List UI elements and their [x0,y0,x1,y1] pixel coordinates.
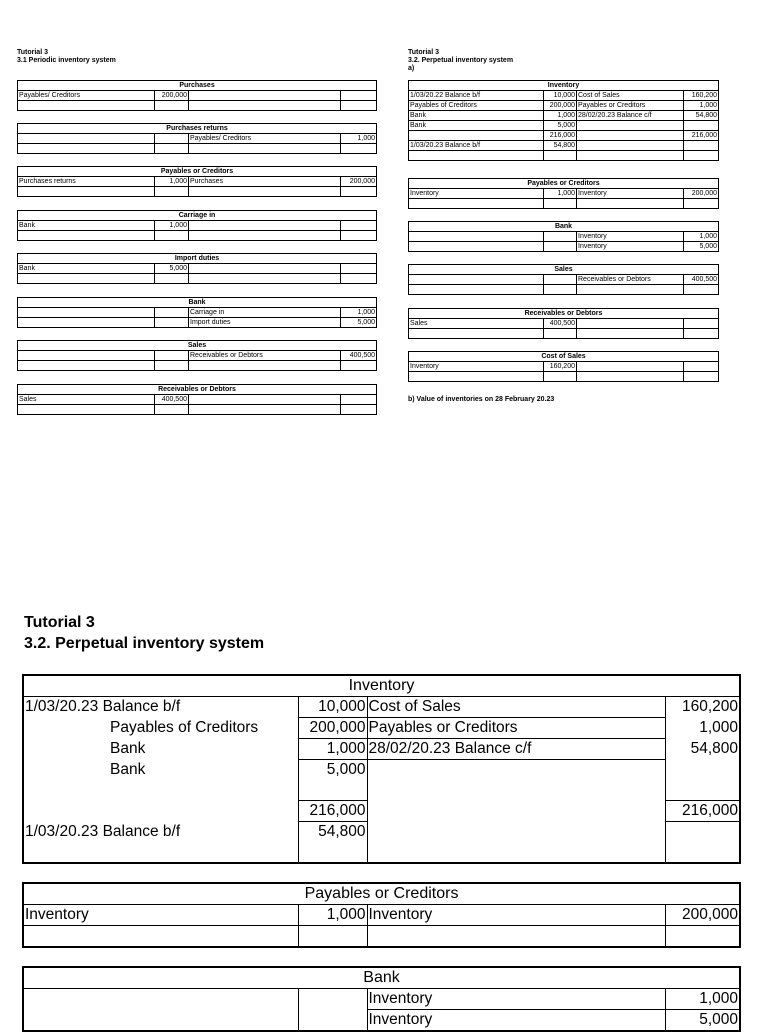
table-row [409,362,719,372]
table-row [18,231,377,241]
account-table [17,210,377,241]
credit-label [189,221,341,231]
debit-amount [544,232,577,242]
debit-label: Payables of Creditors [23,718,298,739]
debit-amount: 5,000 [544,121,577,131]
debit-amount: 1,000 [544,189,577,199]
credit-amount: 160,200 [665,697,740,718]
credit-label: Cost of Sales [577,91,684,101]
right-header [408,49,513,73]
table-row [18,91,377,101]
debit-label: Payables/ Creditors [18,91,155,101]
zoom-inventory-account [22,674,741,864]
credit-label [577,372,684,382]
debit-label: Sales [18,395,155,405]
table-row [23,842,740,863]
debit-label: Payables of Creditors [409,101,544,111]
credit-label [189,231,341,241]
credit-label: 28/02/20.23 Balance c/f [367,739,665,760]
table-row [18,144,377,154]
debit-label: Sales [409,319,544,329]
table-row [23,760,740,781]
debit-amount: 10,000 [298,697,367,718]
part-b-heading: b) Value of inventories on 28 February 20.23 [408,396,555,403]
table-row [18,177,377,187]
credit-total: 216,000 [665,801,740,822]
debit-label: Balance b/f [102,698,181,716]
debit-amount [544,242,577,252]
debit-amount: 200,000 [544,101,577,111]
debit-amount [155,308,189,318]
credit-total: 216,000 [684,131,719,141]
table-row [18,318,377,328]
left-header-title: Tutorial 3 [17,49,48,56]
debit-label [409,372,544,382]
account-title: Import duties [18,254,377,264]
debit-amount: 1,000 [544,111,577,121]
credit-amount [341,274,377,284]
credit-amount [684,362,719,372]
debit-label [409,232,544,242]
table-row [23,905,740,926]
debit-amount: 1,000 [155,177,189,187]
credit-amount [684,329,719,339]
credit-amount [341,264,377,274]
credit-amount: 1,000 [665,718,740,739]
credit-amount [341,101,377,111]
debit-amount [155,361,189,371]
credit-label: Inventory [577,242,684,252]
debit-label [18,134,155,144]
table-row [409,242,719,252]
account-title: Inventory [23,675,740,697]
account-table [17,166,377,197]
debit-amount [155,318,189,328]
table-row [409,275,719,285]
debit-amount [155,274,189,284]
credit-amount: 200,000 [684,189,719,199]
table-row [23,1010,740,1032]
credit-amount: 1,000 [684,101,719,111]
credit-amount: 1,000 [341,134,377,144]
debit-amount [155,351,189,361]
debit-total: 216,000 [298,801,367,822]
account-table [17,384,377,415]
left-header-subtitle: 3.1 Periodic inventory system [17,57,116,64]
debit-label: Bank [23,760,298,781]
debit-label: Bank [409,111,544,121]
account-title: Payables or Creditors [409,179,719,189]
table-row [18,101,377,111]
debit-label [409,199,544,209]
account-table [408,221,719,252]
debit-amount: 200,000 [155,91,189,101]
table-row [23,697,740,718]
table-row [18,274,377,284]
table-row [409,329,719,339]
zoom-subtitle: 3.2. Perpetual inventory system [24,635,265,652]
table-row [18,264,377,274]
credit-amount: 1,000 [665,989,740,1010]
table-row [409,319,719,329]
table-row [409,232,719,242]
table-row [18,308,377,318]
credit-label: Cost of Sales [367,697,665,718]
debit-label [18,101,155,111]
zoom-title: Tutorial 3 [24,614,95,631]
account-table [408,308,719,339]
credit-label: Inventory [367,989,665,1010]
account-table [408,351,719,382]
date-label: 1/03/20.23 [25,698,99,716]
debit-label [409,131,544,141]
credit-amount [341,91,377,101]
debit-label [18,351,155,361]
table-row [409,151,719,161]
account-table [17,80,377,111]
debit-label [18,231,155,241]
debit-amount [155,187,189,197]
left-header [17,49,116,65]
account-table [408,264,719,295]
account-table [17,123,377,154]
credit-label: Import duties [189,318,341,328]
table-row [23,739,740,760]
table-row [409,189,719,199]
debit-amount: 400,500 [544,319,577,329]
debit-label: Purchases returns [18,177,155,187]
credit-amount: 200,000 [341,177,377,187]
credit-label: Inventory [367,905,665,926]
credit-amount [341,395,377,405]
credit-amount: 400,500 [684,275,719,285]
credit-label [189,91,341,101]
debit-amount [155,231,189,241]
credit-label: Inventory [577,189,684,199]
account-title: Bank [18,298,377,308]
credit-label [577,121,684,131]
table-row [18,187,377,197]
credit-amount: 1,000 [341,308,377,318]
account-title: Purchases [18,81,377,91]
table-row [18,134,377,144]
credit-amount [684,141,719,151]
credit-label [189,264,341,274]
account-title: Payables or Creditors [23,883,740,905]
account-title: Payables or Creditors [18,167,377,177]
credit-label [577,319,684,329]
table-row [23,801,740,822]
debit-amount [544,275,577,285]
debit-label [18,308,155,318]
credit-label [189,101,341,111]
table-row [23,989,740,1010]
debit-amount: 5,000 [155,264,189,274]
table-row [409,111,719,121]
debit-label: 1/03/20.22 Balance b/f [409,91,544,101]
credit-amount: 1,000 [684,232,719,242]
credit-label: Payables or Creditors [367,718,665,739]
credit-label: Inventory [577,232,684,242]
table-row [23,780,740,801]
account-title: Bank [23,967,740,989]
credit-amount [341,361,377,371]
debit-amount [544,199,577,209]
debit-amount [155,405,189,415]
debit-label: Inventory [409,189,544,199]
account-table [17,297,377,328]
debit-amount: 200,000 [298,718,367,739]
zoom-bank-account [22,966,741,1032]
right-header-subtitle: 3.2. Perpetual inventory system [408,57,514,64]
account-title: Carriage in [18,211,377,221]
account-title: Sales [18,341,377,351]
credit-label [577,285,684,295]
debit-amount: 1,000 [298,739,367,760]
debit-amount [544,329,577,339]
account-title: Receivables or Debtors [409,309,719,319]
debit-amount: 54,800 [298,822,367,843]
debit-label: Inventory [23,905,298,926]
account-table [17,253,377,284]
right-header-part-a: a) [408,65,415,72]
credit-label: Receivables or Debtors [189,351,341,361]
credit-label: Inventory [367,1010,665,1032]
credit-label: Payables/ Creditors [189,134,341,144]
credit-label [577,329,684,339]
table-row [18,405,377,415]
debit-amount: 160,200 [544,362,577,372]
debit-label [18,405,155,415]
account-title: Inventory [409,81,719,91]
credit-amount [684,372,719,382]
credit-amount [341,187,377,197]
credit-amount [684,319,719,329]
zoom-header [24,612,264,654]
debit-label [18,274,155,284]
credit-label [189,187,341,197]
debit-label [409,242,544,252]
credit-amount: 5,000 [684,242,719,252]
account-title: Bank [409,222,719,232]
credit-label: Purchases [189,177,341,187]
credit-label [189,361,341,371]
table-row [409,131,719,141]
credit-amount: 5,000 [341,318,377,328]
table-row [409,91,719,101]
credit-amount: 400,500 [341,351,377,361]
debit-label [409,329,544,339]
table-row [18,221,377,231]
debit-amount [544,285,577,295]
table-row [409,372,719,382]
account-title: Receivables or Debtors [18,385,377,395]
credit-amount [341,221,377,231]
debit-label: Bank [23,739,298,760]
debit-amount: 400,500 [155,395,189,405]
debit-label [18,144,155,154]
credit-label [577,199,684,209]
debit-amount: 54,800 [544,141,577,151]
debit-amount: 10,000 [544,91,577,101]
debit-label: 1/03/20.23 Balance b/f [409,141,544,151]
credit-amount [684,285,719,295]
debit-label [409,275,544,285]
credit-label [577,362,684,372]
table-row [409,121,719,131]
credit-label [189,144,341,154]
credit-amount: 54,800 [684,111,719,121]
table-row [409,141,719,151]
credit-amount [684,121,719,131]
debit-amount: 1,000 [155,221,189,231]
credit-amount: 54,800 [665,739,740,760]
debit-label: Bank [18,264,155,274]
table-row [23,822,740,843]
table-row [409,101,719,111]
debit-amount [155,101,189,111]
credit-label: Payables or Creditors [577,101,684,111]
credit-label: 28/02/20.23 Balance c/f [577,111,684,121]
debit-label [18,187,155,197]
debit-amount: 5,000 [298,760,367,781]
table-row [409,285,719,295]
debit-label: Inventory [409,362,544,372]
table-row [18,395,377,405]
debit-label [409,285,544,295]
debit-label: 1/03/20.23 Balance b/f [23,822,298,843]
credit-label: Carriage in [189,308,341,318]
zoom-payables-account [22,882,741,948]
credit-amount [341,231,377,241]
credit-amount: 200,000 [665,905,740,926]
account-table [17,340,377,371]
debit-label: Bank [18,221,155,231]
credit-label [189,395,341,405]
credit-amount [341,144,377,154]
credit-label [189,274,341,284]
account-table [408,178,719,209]
debit-amount [544,372,577,382]
table-row [18,361,377,371]
debit-label [18,361,155,371]
debit-amount [155,144,189,154]
debit-amount: 1,000 [298,905,367,926]
credit-amount [341,405,377,415]
credit-label [577,141,684,151]
account-title: Cost of Sales [409,352,719,362]
account-title: Sales [409,265,719,275]
credit-amount: 5,000 [665,1010,740,1032]
table-row [23,718,740,739]
perpetual-inventory-account [408,80,719,161]
debit-label [18,318,155,328]
debit-amount [155,134,189,144]
debit-label: Bank [409,121,544,131]
table-row [409,199,719,209]
credit-amount [684,199,719,209]
credit-label [189,405,341,415]
right-header-title: Tutorial 3 [408,49,439,56]
account-title: Purchases returns [18,124,377,134]
table-row [18,351,377,361]
credit-label [577,131,684,141]
credit-label: Receivables or Debtors [577,275,684,285]
debit-total: 216,000 [544,131,577,141]
credit-amount: 160,200 [684,91,719,101]
